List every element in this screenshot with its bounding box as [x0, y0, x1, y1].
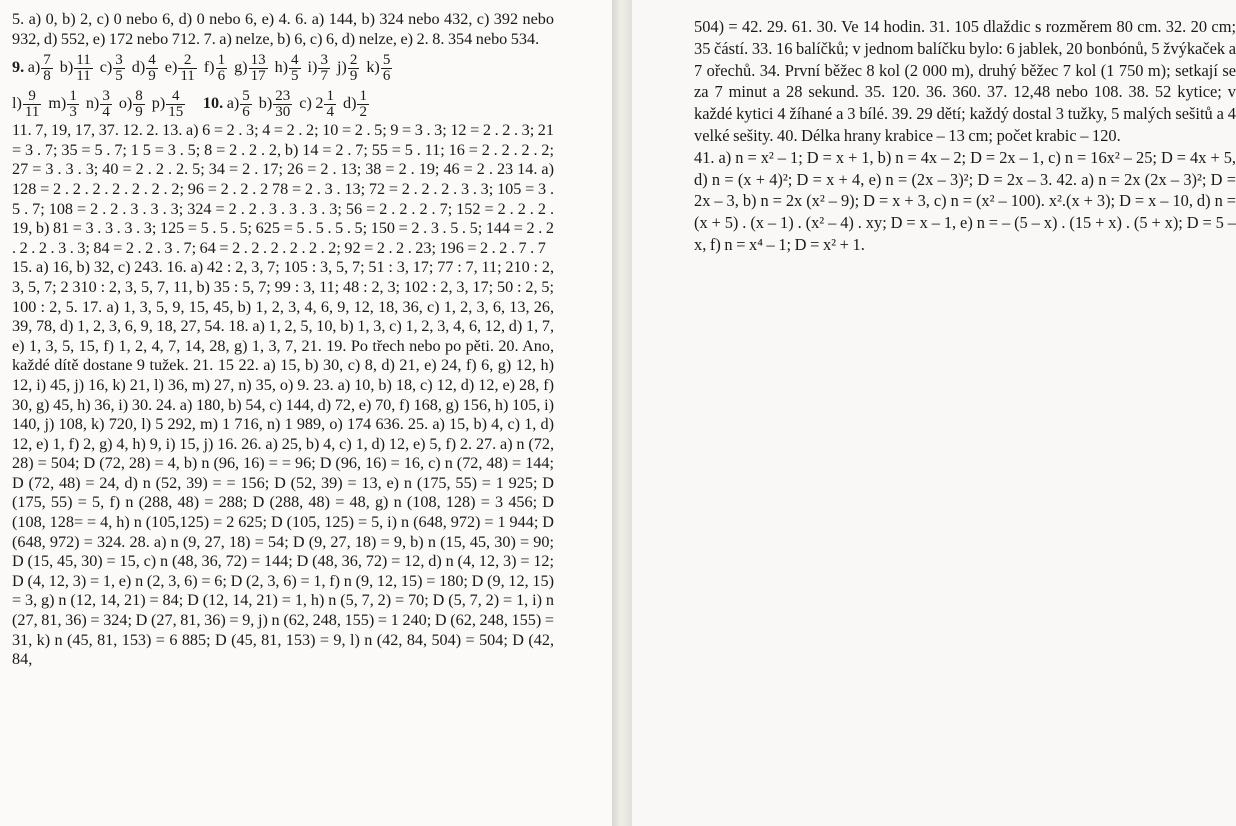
answers-15-28: 15. a) 16, b) 32, c) 243. 16. a) 42 : 2, 3, 7; 105 : 3, 5, 7; 51 : 3, 17; 77 : 7, 11; 210 : 2, 3, 5, 7; 2 310 : 2, 3, 5, 7, 11, b) 35 : 5, 7; 99 : 3, 11; 48 : 2, 3; 102 : 2, 3, 17; 50 : 2, 5; 100 : 2, 5. 17. a) 1, 3, 5, 9, 15, 45, b) 1, 2, 3, 4, 6, 9, 12, 18, 36, c) 1, 2, 3, 6, 13, 26, 39, 78, d) 1, 2, 3, 6, 9, 18, 27, 54. 18. a) 1, 2, 5, 10, b) 1, 3, c) 1, 2, 3, 4, 6, 12, d) 1, 7, e) 1, 3, 5, 15, f) 1, 2, 4, 7, 14, 28, g) 1, 3, 7, 21. 19. Po třech nebo po pěti. 20. Ano, každé dítě dostane 9 tužek. 21. 15 22. a) 15, b) 30, c) 8, d) 21, e) 24, f) 6, g) 12, h) 12, i) 45, j) 16, k) 21, l) 36, m) 27, n) 35, o) 9. 23. a) 10, b) 18, c) 12, d) 12, e) 28, f) 30, g) 45, h) 36, i) 30. 24. a) 180, b) 54, c) 144, d) 72, e) 70, f) 168, g) 156, h) 105, i) 140, j) 108, k) 720, l) 5 292, m) 1 716, n) 1 989, o) 174 636. 25. a) 15, b) 4, c) 1, d) 12, e) 1, f) 2, g) 4, h) 9, i) 15, j) 16. 26. a) 25, b) 4, c) 1, d) 12, e) 5, f) 2. 27. a) n (72, 28) = 504; D (72, 28) = 4, b) n (96, 16) = = 96; D (96, 16) = 16, c) n (72, 48) = 144; D (72, 48) = 24, d) n (52, 39) = = 156; D (52, 39) = 13, e) n (175, 55) = 1 925; D (175, 55) = 5, f) n (288, 48) = 288; D (288, 48) = 48, g) n (108, 128) = 3 456; D (108, 128= = 4, h) n (105,125) = 2 625; D (105, 125) = 5, i) n (648, 972) = 1 944; D (648, 972) = 324. 28. a) n (9, 27, 18) = 54; D (9, 27, 18) = 9, b) n (15, 45, 30) = 90; D (15, 45, 30) = 15, c) n (48, 36, 72) = 144; D (48, 36, 72) = 12, d) n (4, 12, 3) = 12; D (4, 12, 3) = 1, e) n (2, 3, 6) = 6; D (2, 3, 6) = 1, f) n (9, 12, 15) = 180; D (9, 12, 15) = 3, g) n (12, 14, 21) = 84; D (12, 14, 21) = 1, h) n (5, 7, 2) = 70; D (5, 7, 2) = 1, i) n (27, 81, 36) = 324; D (27, 81, 36) = 9, j) n (62, 248, 155) = 1 240; D (62, 248, 155) = 31, k) n (45, 81, 153) = 6 885; D (45, 81, 153) = 9, l) n (42, 84, 504) = 504; D (42, 84, [12, 258, 554, 669]
fraction [318, 53, 330, 84]
fraction-denominator: 9 [148, 67, 156, 84]
fraction [41, 53, 53, 84]
fraction-answer [85, 87, 113, 120]
exercise-9-label: 9. [12, 58, 25, 77]
fraction-answer [336, 51, 360, 84]
fraction [113, 53, 125, 84]
fraction-letter: m) [48, 94, 67, 113]
right-page [632, 0, 1236, 826]
fraction-numerator: 3 [320, 51, 328, 68]
exercise-10-fractions [226, 87, 376, 120]
fraction-numerator: 2 [349, 51, 358, 68]
fraction-numerator: 4 [291, 51, 299, 68]
fraction-letter: n) [85, 94, 100, 113]
fraction-denominator: 11 [76, 67, 91, 84]
fraction-numerator: 2 [178, 53, 196, 69]
fraction-letter: i) [307, 58, 318, 77]
fraction-denominator: 11 [24, 103, 40, 120]
fraction-numerator: 7 [43, 51, 51, 68]
answers-28-40: 504) = 42. 29. 61. 30. Ve 14 hodin. 31. 105 dlaždic s rozměrem 80 cm. 32. 20 cm; 35 částí. 33. 16 balíčků; v jednom balíčku bylo: 6 jablek, 20 bonbónů, 5 žvýkaček a 7 ořechů. 34. První běžec 8 kol (2 000 m), druhý běžec 7 kol (1 750 m); setkají se za 7 minut a 28 sekund. 35. 120. 36. 360. 37. 12,48 nebo 108. 38. 52 kytice; v každé kytici 4 žíhané a 3 bílé. 39. 29 dětí; každý dostal 3 tužky, 5 malých sešitů a 4 velké sešity. 40. Délka hrany krabice – 13 cm; počet krabic – 120. [694, 17, 1236, 145]
fraction-numerator: 11 [76, 51, 91, 68]
left-page-text [12, 10, 554, 670]
fraction [249, 53, 268, 84]
fraction-numerator: 8 [135, 87, 143, 104]
fraction-numerator: 1 [69, 87, 77, 104]
fraction-denominator: 17 [250, 67, 266, 84]
fraction-answer [131, 51, 159, 84]
fraction-answer [226, 87, 253, 120]
fraction-denominator: 6 [382, 67, 391, 84]
fraction [324, 89, 336, 120]
fraction-answer [342, 87, 370, 120]
fraction-letter: g) [234, 58, 248, 77]
fraction-numerator: 5 [382, 51, 391, 68]
fraction-denominator: 4 [326, 103, 334, 120]
fraction-answer [164, 51, 198, 84]
fraction-answer [27, 51, 54, 84]
fraction-answer [274, 51, 302, 84]
fraction [357, 89, 369, 120]
fraction [74, 53, 92, 84]
fraction-letter: p) [151, 94, 166, 113]
fraction-numerator: 4 [166, 89, 185, 105]
fraction-answer [48, 87, 79, 120]
fraction [381, 53, 393, 84]
left-page [0, 0, 612, 826]
fraction-numerator: 3 [102, 87, 110, 104]
fraction-numerator: 4 [148, 51, 156, 68]
fraction-answer [258, 87, 293, 120]
fraction-answer [12, 87, 42, 120]
answers-41-42: 41. a) n = x² – 1; D = x + 1, b) n = 4x – 2; D = 2x – 1, c) n = 16x² – 25; D = 4x + 5, d) n = (x + 4)²; D = x + 4, e) n = (2x – 3)²; D = 2x – 3. 42. a) n = 2x (2x – 3)²; D = 2x – 3, b) n = 2x (x² – 9); D = x + 3, c) n = (x² – 100). x².(x + 3); D = x – 10, d) n = (x + 5) . (x – 1) . (x² – 4) . xy; D = x – 1, e) n = – (5 – x) . (15 + x) . (5 + x); D = 5 – x, f) n = x⁴ – 1; D = x² + 1. [694, 147, 1236, 254]
fraction-letter: o) [118, 94, 133, 113]
fraction-denominator: 15 [168, 103, 184, 120]
fraction-denominator: 30 [275, 103, 291, 120]
fraction [146, 53, 158, 84]
fraction-numerator: 9 [23, 89, 41, 105]
fraction-letter: f) [203, 58, 215, 77]
fraction-answer [118, 87, 146, 120]
exercise-9-fractions [27, 51, 400, 84]
exercise-9-fractions-cont [12, 87, 192, 120]
fraction-numerator: 23 [275, 87, 291, 104]
fraction-answer [366, 51, 393, 84]
fraction-letter: e) [164, 58, 178, 77]
fraction-letter: c) 2 [299, 94, 324, 113]
fraction-letter: a) [27, 58, 41, 77]
fraction-denominator: 9 [135, 103, 143, 120]
fraction [240, 89, 252, 120]
fraction [133, 89, 145, 120]
fraction [178, 53, 196, 84]
fraction-denominator: 5 [291, 67, 299, 84]
fraction-letter: d) [131, 58, 146, 77]
fraction [348, 53, 360, 84]
fraction [23, 89, 41, 120]
fraction-answer [203, 51, 228, 84]
fraction [273, 89, 292, 120]
answers-9-10 [12, 85, 554, 121]
fraction-numerator: 3 [115, 51, 123, 68]
fraction-denominator: 7 [320, 67, 328, 84]
fraction-answer [299, 87, 337, 120]
answers-5-8: 5. a) 0, b) 2, c) 0 nebo 6, d) 0 nebo 6, e) 4. 6. a) 144, b) 324 nebo 432, c) 392 nebo 932, d) 552, e) 172 nebo 712. 7. a) nelze, b) 6, c) 6, d) nelze, e) 2. 8. 354 nebo 534. [12, 10, 554, 48]
answers-9 [12, 49, 554, 85]
fraction-denominator: 3 [69, 103, 77, 120]
fraction-numerator: 1 [217, 51, 226, 68]
fraction-answer [99, 51, 126, 84]
fraction-letter: h) [274, 58, 289, 77]
fraction-answer [307, 51, 331, 84]
fraction [289, 53, 301, 84]
fraction-answer [59, 51, 94, 84]
fraction-letter: l) [12, 94, 22, 113]
fraction [67, 89, 79, 120]
fraction-denominator: 2 [359, 103, 367, 120]
fraction-denominator: 6 [242, 103, 250, 120]
fraction-letter: b) [59, 58, 74, 77]
answers-11-14: 11. 7, 19, 17, 37. 12. 2. 13. a) 6 = 2 . 3; 4 = 2 . 2; 10 = 2 . 5; 9 = 3 . 3; 12 = 2 . 2 . 3; 21 = 3 . 7; 35 = 5 . 7; 1 5 = 3 . 5; 8 = 2 . 2 . 2, b) 14 = 2 . 7; 55 = 5 . 11; 16 = 2 . 2 . 2 . 2; 27 = 3 . 3 . 3; 40 = 2 . 2 . 2. 5; 34 = 2 . 17; 26 = 2 . 13; 38 = 2 . 19; 46 = 2 . 23 14. a) 128 = 2 . 2 . 2 . 2 . 2 . 2 . 2; 96 = 2 . 2 . 2 78 = 2 . 3 . 13; 72 = 2 . 2 . 2 . 3 . 3; 105 = 3 . 5 . 7; 108 = 2 . 2 . 3 . 3 . 3; 324 = 2 . 2 . 3 . 3 . 3 . 3; 56 = 2 . 2 . 2 . 7; 152 = 2 . 2 . 2 . 19, b) 81 = 3 . 3 . 3 . 3; 125 = 5 . 5 . 5; 625 = 5 . 5 . 5 . 5; 150 = 2 . 3 . 5 . 5; 144 = 2 . 2 . 2 . 2 . 3 . 3; 84 = 2 . 2 . 3 . 7; 64 = 2 . 2 . 2 . 2 . 2 . 2; 92 = 2 . 2 . 23; 196 = 2 . 2 . 7 . 7 [12, 121, 554, 257]
fraction [100, 89, 112, 120]
fraction-denominator: 5 [115, 67, 123, 84]
fraction-letter: j) [336, 58, 347, 77]
fraction-numerator: 5 [242, 87, 250, 104]
fraction-numerator: 13 [250, 51, 266, 68]
fraction-denominator: 9 [349, 67, 358, 84]
fraction-numerator: 1 [359, 87, 367, 104]
fraction-denominator: 11 [180, 67, 195, 84]
fraction-numerator: 1 [326, 87, 334, 104]
fraction [166, 89, 185, 120]
fraction-letter: a) [226, 94, 240, 113]
fraction-denominator: 8 [43, 67, 51, 84]
exercise-10-label: 10. [202, 94, 224, 113]
fraction [216, 53, 228, 84]
fraction-answer [234, 51, 268, 84]
book-gutter [612, 0, 632, 826]
fraction-letter: d) [342, 94, 357, 113]
right-page-text [694, 16, 1236, 256]
fraction-answer [151, 87, 186, 120]
fraction-denominator: 4 [102, 103, 110, 120]
fraction-denominator: 6 [217, 67, 226, 84]
fraction-letter: k) [366, 58, 380, 77]
fraction-letter: b) [258, 94, 273, 113]
fraction-letter: c) [99, 58, 113, 77]
